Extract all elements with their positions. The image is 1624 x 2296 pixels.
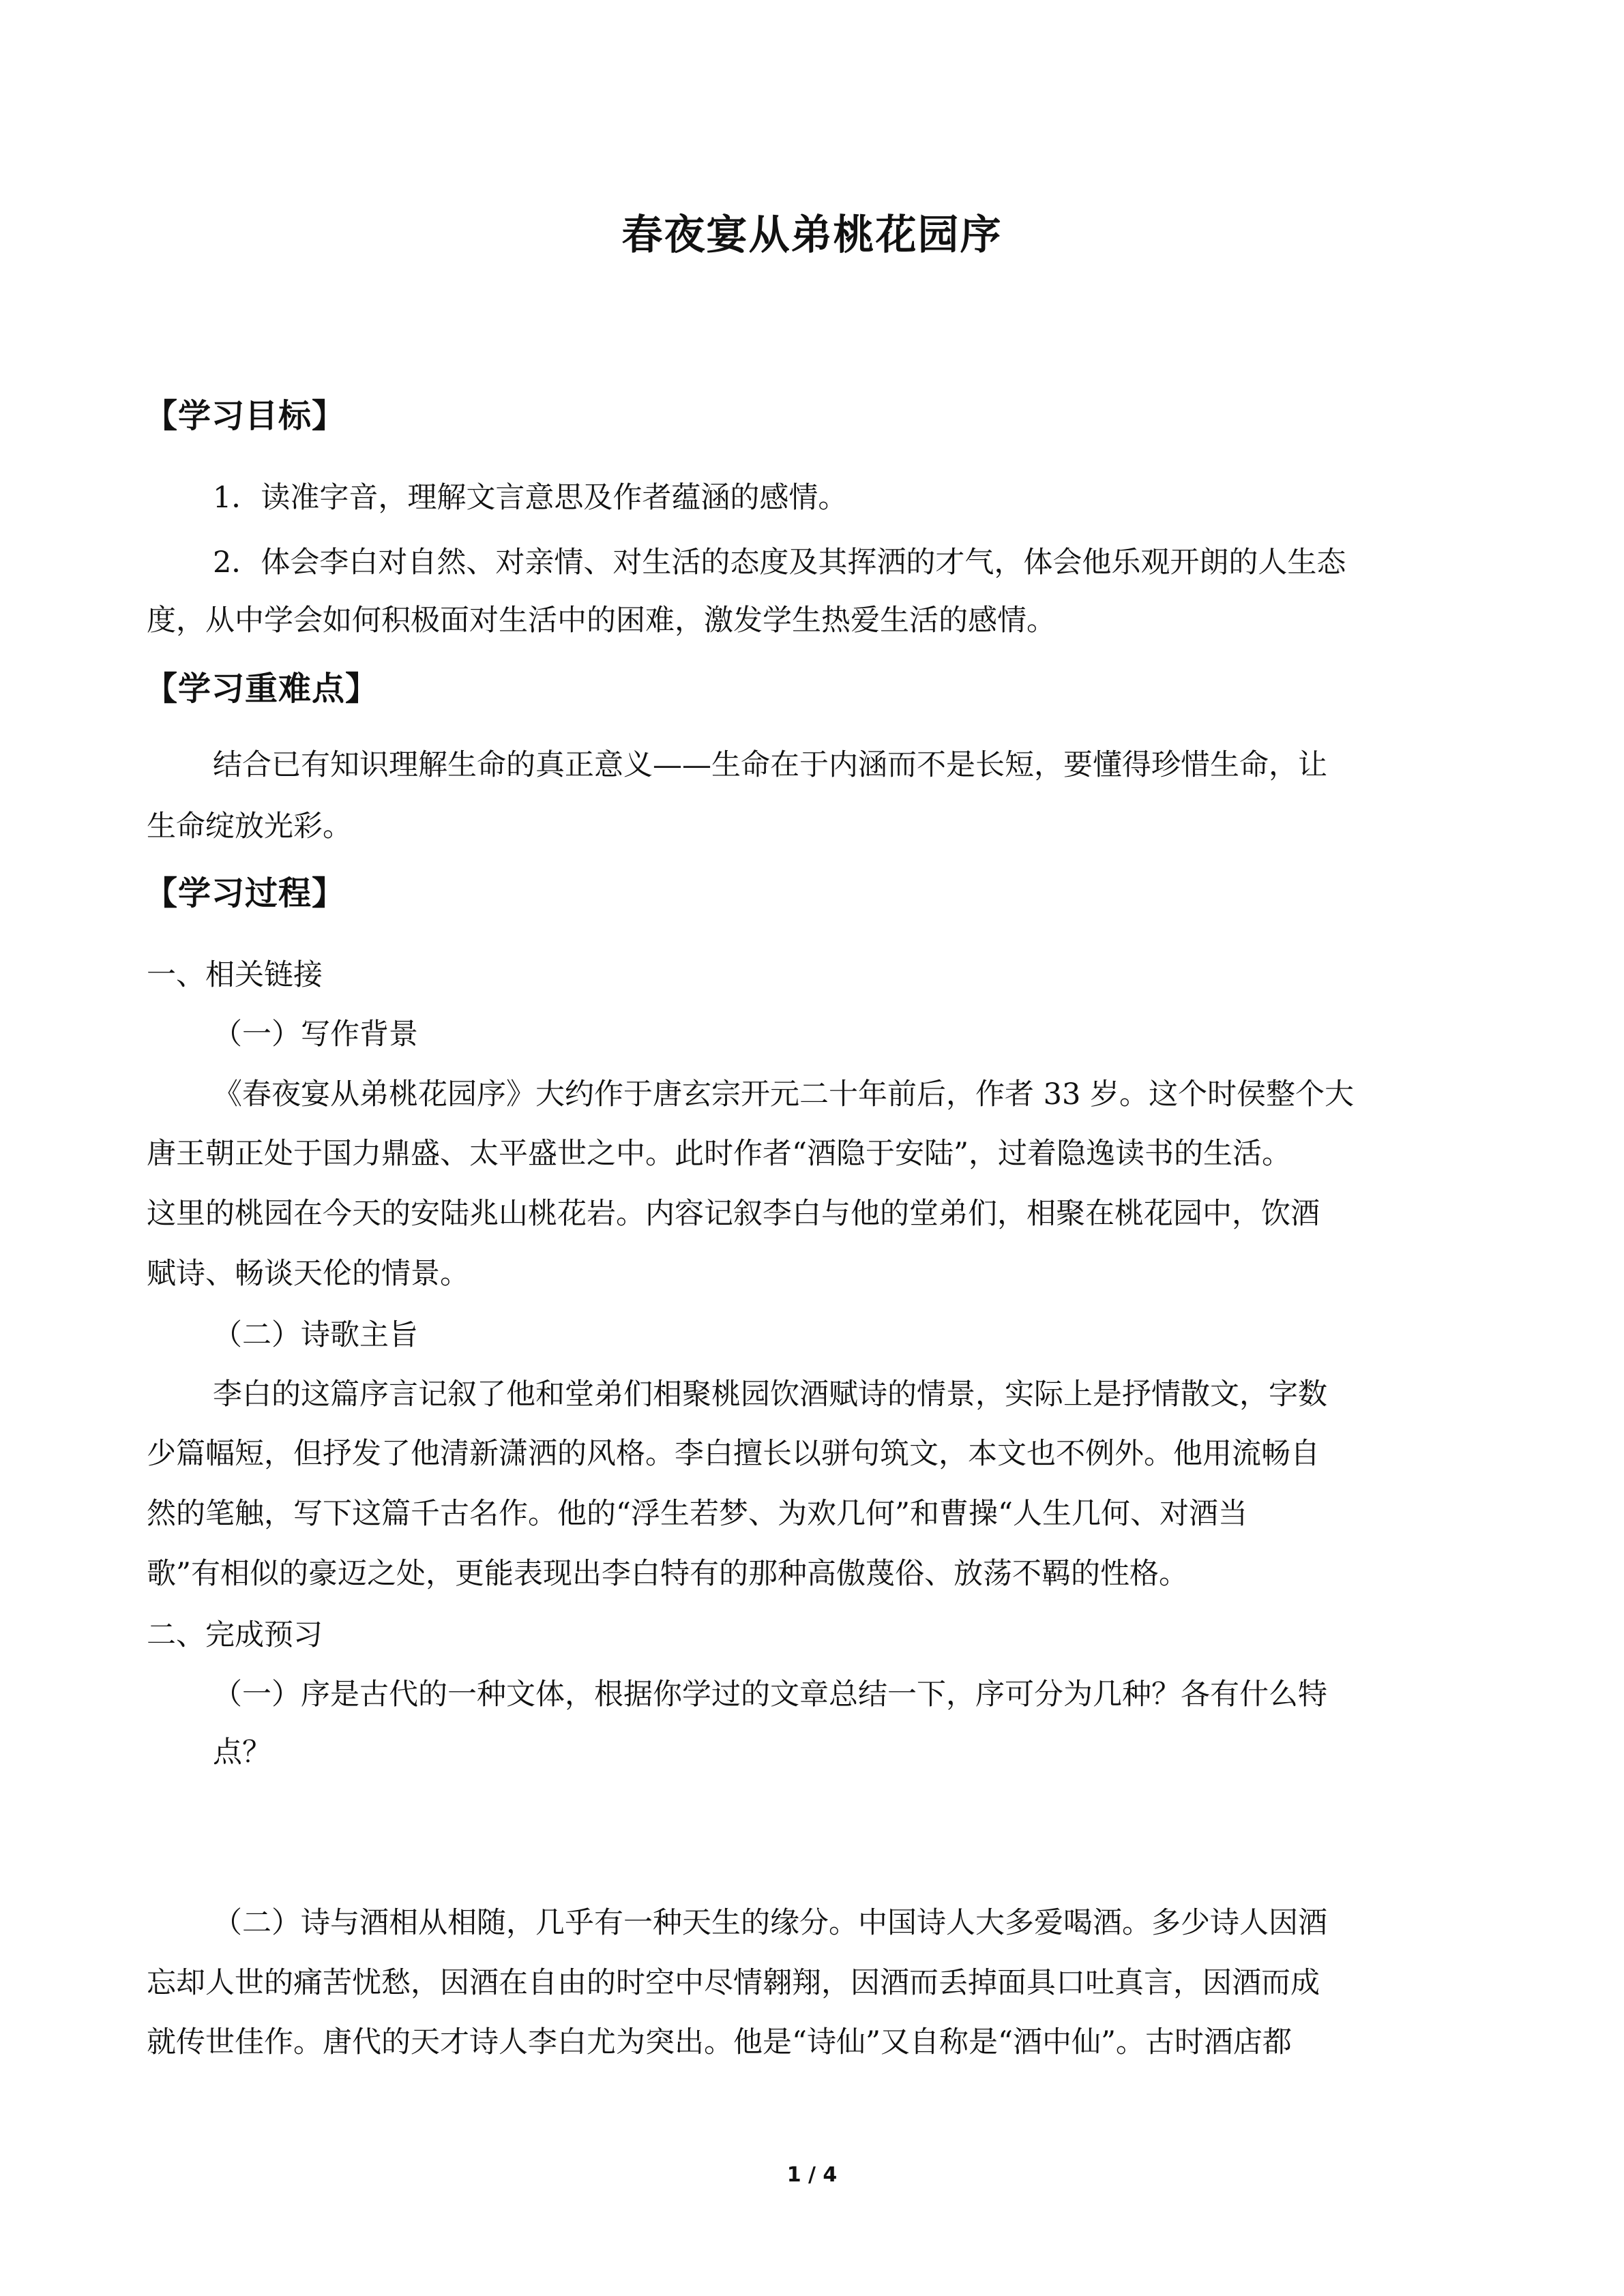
section-2-title: 二、完成预习 — [147, 1618, 323, 1652]
theme-line-2: 少篇幅短，但抒发了他清新潇洒的风格。李白擅长以骈句筑文，本文也不例外。他用流畅自 — [147, 1437, 1320, 1471]
goals-line-3: 度，从中学会如何积极面对生活中的困难，激发学生热爱生活的感情。 — [147, 603, 1056, 638]
key-line-1: 结合已有知识理解生命的真正意义——生命在于内涵而不是长短，要懂得珍惜生命，让 — [213, 748, 1327, 782]
key-line-2: 生命绽放光彩。 — [147, 809, 352, 844]
background-line-2: 唐王朝正处于国力鼎盛、太平盛世之中。此时作者“酒隐于安陆”，过着隐逸读书的生活。 — [147, 1137, 1291, 1171]
background-line-4: 赋诗、畅谈天伦的情景。 — [147, 1257, 469, 1291]
heading-key-points: 【学习重难点】 — [145, 670, 379, 708]
document-title: 春夜宴从弟桃花园序 — [621, 211, 1003, 259]
goals-line-2: 2．体会李白对自然、对亲情、对生活的态度及其挥洒的才气，体会他乐观开朗的人生态 — [213, 546, 1346, 580]
question-2-line-3: 就传世佳作。唐代的天才诗人李白尤为突出。他是“诗仙”又自称是“酒中仙”。古时酒店都 — [147, 2025, 1292, 2059]
background-line-3: 这里的桃园在今天的安陆兆山桃花岩。内容记叙李白与他的堂弟们，相聚在桃花园中，饮酒 — [147, 1197, 1320, 1231]
question-1-line-2: 点？ — [213, 1735, 271, 1770]
heading-learning-goals: 【学习目标】 — [145, 397, 346, 435]
theme-line-4: 歌”有相似的豪迈之处，更能表现出李白特有的那种高傲蔑俗、放荡不羁的性格。 — [147, 1557, 1188, 1591]
theme-line-3: 然的笔触，写下这篇千古名作。他的“浮生若梦、为欢几何”和曹操“人生几何、对酒当 — [147, 1497, 1247, 1531]
question-1-line-1: （一）序是古代的一种文体，根据你学过的文章总结一下，序可分为几种？各有什么特 — [213, 1678, 1327, 1712]
section-1-title: 一、相关链接 — [147, 958, 323, 992]
heading-learning-process: 【学习过程】 — [145, 874, 346, 912]
page-number: 1 / 4 — [786, 2163, 838, 2187]
question-2-line-2: 忘却人世的痛苦忧愁，因酒在自由的时空中尽情翱翔，因酒而丢掉面具口吐真言，因酒而成 — [147, 1966, 1320, 2000]
subsection-background-title: （一）写作背景 — [213, 1017, 418, 1052]
background-line-1: 《春夜宴从弟桃花园序》大约作于唐玄宗开元二十年前后，作者 33 岁。这个时侯整个大 — [213, 1077, 1355, 1112]
theme-line-1: 李白的这篇序言记叙了他和堂弟们相聚桃园饮酒赋诗的情景，实际上是抒情散文，字数 — [213, 1377, 1327, 1412]
goals-line-1: 1．读准字音，理解文言意思及作者蕴涵的感情。 — [213, 481, 848, 515]
subsection-theme-title: （二）诗歌主旨 — [213, 1318, 418, 1352]
question-2-line-1: （二）诗与酒相从相随，几乎有一种天生的缘分。中国诗人大多爱喝酒。多少诗人因酒 — [213, 1906, 1327, 1940]
